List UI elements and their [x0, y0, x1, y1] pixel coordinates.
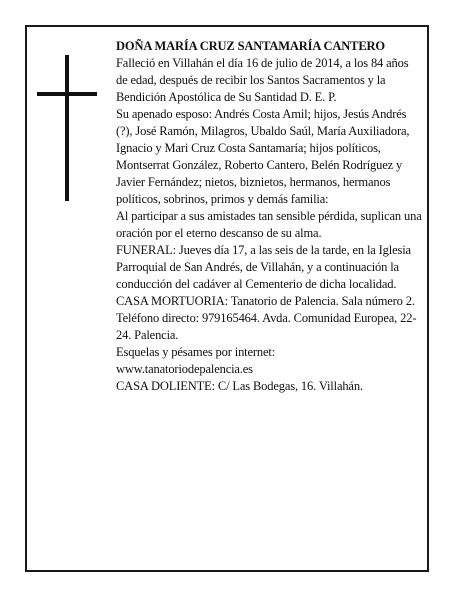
cross-icon — [37, 55, 97, 201]
website-link[interactable]: www.tanatoriodepalencia.es — [116, 362, 253, 376]
home-address-paragraph: CASA DOLIENTE: C/ Las Bodegas, 16. Villahán. — [116, 379, 363, 393]
death-notice-paragraph: Falleció en Villahán el día 16 de julio de 2014, a los 84 años de edad, después de recibir los Santos Sacramentos y la Bendición Apostólica de Su Santidad D. E. P. — [116, 56, 409, 104]
deceased-name: DOÑA MARÍA CRUZ SANTAMARÍA CANTERO — [116, 39, 385, 53]
cross-vertical-bar — [65, 55, 69, 201]
obituary-notice — [25, 25, 429, 572]
cross-horizontal-bar — [37, 92, 97, 96]
condolences-label: Esquelas y pésames por internet: — [116, 345, 276, 359]
mortuary-paragraph: CASA MORTUORIA: Tanatorio de Palencia. Sala número 2. Teléfono directo: 979165464. Avda. Comunidad Europea, 22-24. Palencia. — [116, 294, 417, 342]
notice-text — [116, 38, 422, 395]
funeral-paragraph: FUNERAL: Jueves día 17, a las seis de la tarde, en la Iglesia Parroquial de San Andrés, de Villahán, y a continuación la conducción del cadáver al Cementerio de dicha localidad. — [116, 243, 411, 291]
family-paragraph: Su apenado esposo: Andrés Costa Amil; hijos, Jesús Andrés (?), José Ramón, Milagros, Ubaldo Saúl, María Auxiliadora, Ignacio y Mari Cruz Costa Santamaría; hijos políticos, Montserrat González, Roberto Cantero, Belén Rodríguez y Javier Fernández; nietos, biznietos, hermanos, hermanos políticos, sobrinos, primos y demás familia: — [116, 107, 410, 206]
request-paragraph: Al participar a sus amistades tan sensible pérdida, suplican una oración por el eterno descanso de su alma. — [116, 209, 422, 240]
